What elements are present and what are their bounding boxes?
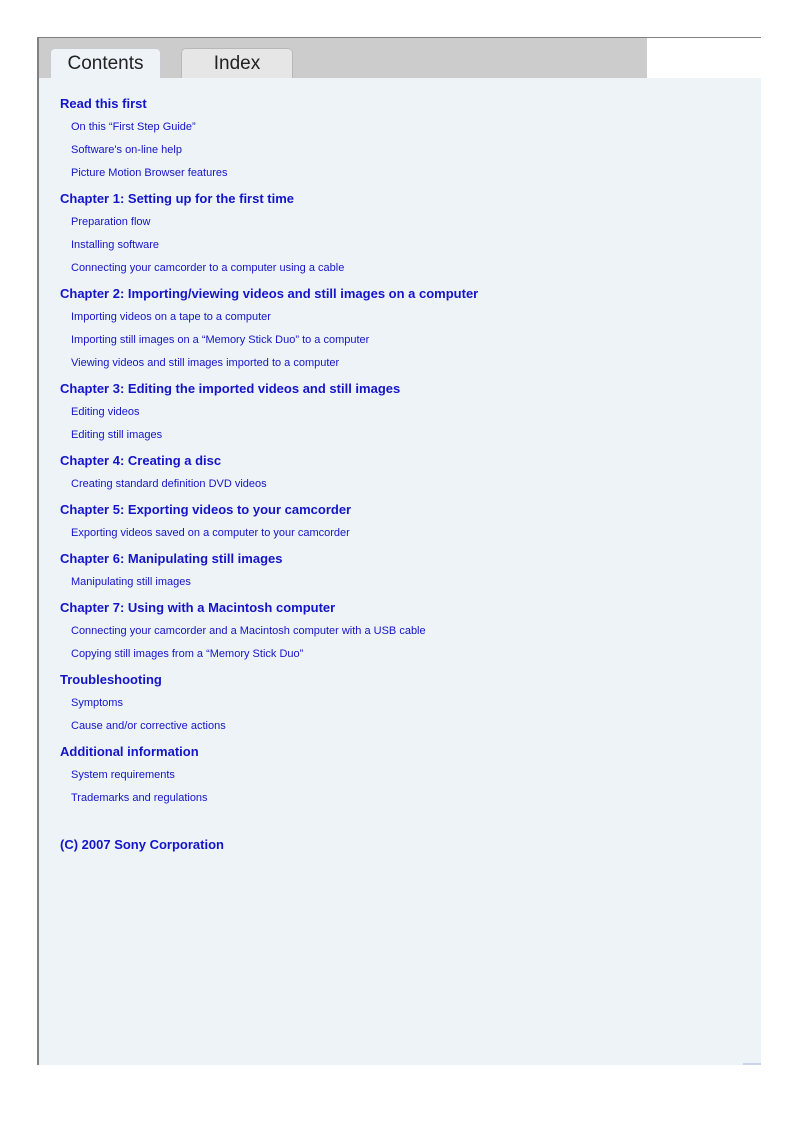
toc-section [60, 286, 740, 381]
toc-item-link[interactable]: Cause and/or corrective actions [71, 720, 226, 732]
toc-item-link[interactable]: Importing still images on a “Memory Stick Duo” to a computer [71, 334, 370, 346]
toc-item-link[interactable]: Importing videos on a tape to a computer [71, 311, 271, 323]
toc-section [60, 551, 740, 600]
toc-section [60, 672, 740, 744]
tab-contents[interactable]: Contents [50, 48, 161, 78]
section-gap [60, 813, 740, 816]
tab-index[interactable]: Index [181, 48, 293, 78]
help-window [37, 37, 761, 1065]
toc-item-link[interactable]: Installing software [71, 239, 160, 251]
toc-section [60, 96, 740, 191]
copyright-text: (C) 2007 Sony Corporation [60, 837, 224, 852]
tab-bar-blank [647, 38, 761, 78]
toc-heading-link[interactable]: Chapter 4: Creating a disc [60, 453, 222, 468]
toc-section [60, 191, 740, 286]
toc-heading-link[interactable]: Chapter 2: Importing/viewing videos and still images on a computer [60, 286, 479, 301]
toc-item-link[interactable]: Connecting your camcorder to a computer using a cable [71, 262, 345, 274]
toc-item-link[interactable]: Symptoms [71, 697, 123, 709]
toc-heading-link[interactable]: Chapter 7: Using with a Macintosh computer [60, 600, 336, 615]
toc-heading-link[interactable]: Read this first [60, 96, 147, 111]
toc-item-link[interactable]: Preparation flow [71, 216, 151, 228]
toc-section [60, 744, 740, 816]
toc-section [60, 600, 740, 672]
toc-item-link[interactable]: Editing still images [71, 429, 163, 441]
toc-item-link[interactable]: Editing videos [71, 406, 140, 418]
table-of-contents [60, 96, 740, 853]
toc-heading-link[interactable]: Chapter 3: Editing the imported videos and still images [60, 381, 401, 396]
toc-item-link[interactable]: Manipulating still images [71, 576, 191, 588]
toc-item-link[interactable]: Exporting videos saved on a computer to your camcorder [71, 527, 350, 539]
toc-item-link[interactable]: Copying still images from a “Memory Stick Duo” [71, 648, 304, 660]
toc-section [60, 453, 740, 502]
toc-item-link[interactable]: Connecting your camcorder and a Macintosh computer with a USB cable [71, 625, 426, 637]
toc-item-link[interactable]: Viewing videos and still images imported to a computer [71, 357, 340, 369]
toc-item-link[interactable]: On this “First Step Guide” [71, 121, 196, 133]
toc-heading-link[interactable]: Troubleshooting [60, 672, 162, 687]
toc-item-link[interactable]: Creating standard definition DVD videos [71, 478, 267, 490]
toc-section [60, 381, 740, 453]
toc-item-link[interactable]: Software's on-line help [71, 144, 182, 156]
toc-heading-link[interactable]: Chapter 1: Setting up for the first time [60, 191, 295, 206]
toc-heading-link[interactable]: Additional information [60, 744, 199, 759]
toc-item-link[interactable]: Picture Motion Browser features [71, 167, 228, 179]
toc-item-link[interactable]: System requirements [71, 769, 175, 781]
scroll-corner [743, 1063, 761, 1065]
toc-item-link[interactable]: Trademarks and regulations [71, 792, 208, 804]
toc-section [60, 502, 740, 551]
toc-heading-link[interactable]: Chapter 5: Exporting videos to your camcorder [60, 502, 352, 517]
toc-heading-link[interactable]: Chapter 6: Manipulating still images [60, 551, 283, 566]
